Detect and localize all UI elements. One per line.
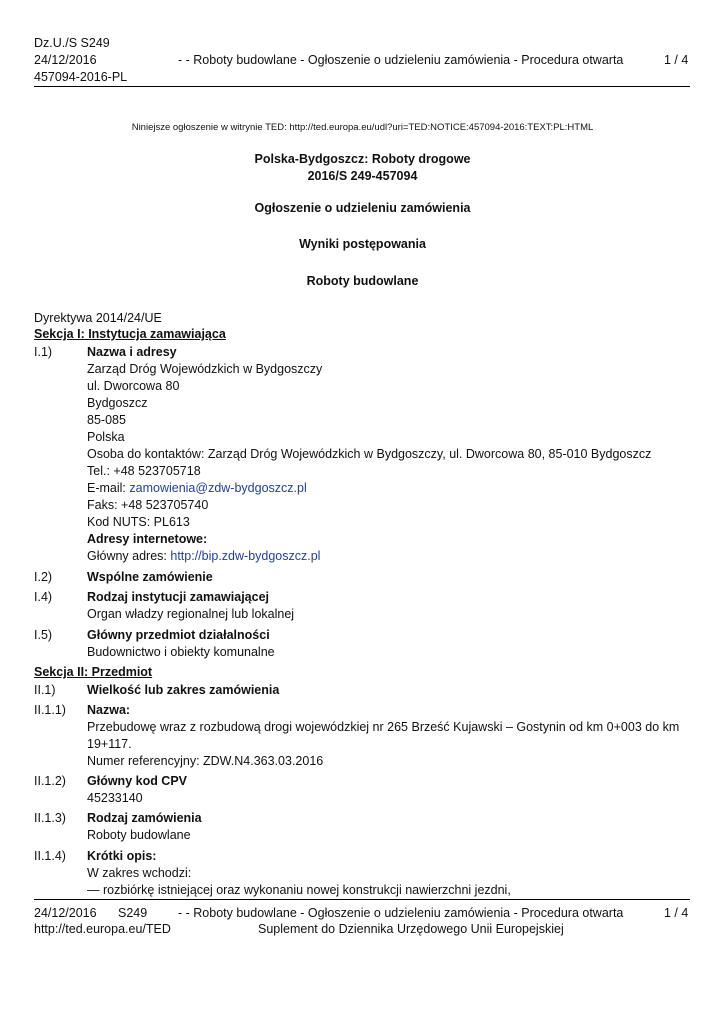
item-number: I.2)	[34, 570, 53, 584]
org-country: Polska	[87, 430, 125, 444]
footer-issue: S249	[118, 906, 148, 920]
org-name: Zarząd Dróg Wojewódzkich w Bydgoszczy	[87, 362, 323, 376]
item-label: Rodzaj zamówienia	[87, 811, 202, 825]
contract-title-line: Przebudowę wraz z rozbudową drogi wojewódzkiej nr 265 Brześć Kujawski – Gostynin od km 0+003 do km	[87, 720, 680, 734]
org-postcode: 85-085	[87, 413, 126, 427]
footer-divider	[34, 899, 690, 900]
contact-person: Osoba do kontaktów: Zarząd Dróg Wojewódzkich w Bydgoszczy, ul. Dworcowa 80, 85-010 Bydgoszcz	[87, 447, 652, 461]
header-title: - - Roboty budowlane - Ogłoszenie o udzieleniu zamówienia - Procedura otwarta	[178, 53, 624, 67]
item-label: Nazwa:	[87, 703, 131, 717]
item-number: II.1.3)	[34, 811, 66, 825]
header-notice-id: 457094-2016-PL	[34, 70, 128, 84]
footer-title: - - Roboty budowlane - Ogłoszenie o udzieleniu zamówienia - Procedura otwarta	[178, 906, 624, 920]
notice-type-heading: Ogłoszenie o udzieleniu zamówienia	[254, 201, 471, 215]
header-date: 24/12/2016	[34, 53, 97, 67]
contract-title-line: 19+117.	[87, 737, 132, 751]
item-number: I.5)	[34, 628, 53, 642]
directive-label: Dyrektywa 2014/24/UE	[34, 311, 162, 325]
internet-addresses-label: Adresy internetowe:	[87, 532, 208, 546]
cpv-code: 45233140	[87, 791, 143, 805]
header-page-number: 1 / 4	[664, 53, 689, 67]
item-label: Nazwa i adresy	[87, 345, 177, 359]
works-heading: Roboty budowlane	[306, 274, 419, 288]
footer-supplement: Suplement do Dziennika Urzędowego Unii Europejskiej	[258, 922, 564, 936]
item-label: Wielkość lub zakres zamówienia	[87, 683, 280, 697]
email-label: E-mail:	[87, 481, 130, 495]
main-address-row	[87, 549, 320, 563]
notice-reference: 2016/S 249-457094	[307, 169, 418, 183]
item-label: Wspólne zamówienie	[87, 570, 213, 584]
item-number: II.1.4)	[34, 849, 66, 863]
org-city: Bydgoszcz	[87, 396, 148, 410]
org-street: ul. Dworcowa 80	[87, 379, 180, 393]
item-label: Główny kod CPV	[87, 774, 188, 788]
item-label: Główny przedmiot działalności	[87, 628, 270, 642]
item-number: II.1)	[34, 683, 56, 697]
notice-place-title: Polska-Bydgoszcz: Roboty drogowe	[254, 152, 471, 166]
header-ojs-ref: Dz.U./S S249	[34, 36, 110, 50]
item-label: Rodzaj instytucji zamawiającej	[87, 590, 270, 604]
ted-notice-link[interactable]: Niniejsze ogłoszenie w witrynie TED: http://ted.europa.eu/udl?uri=TED:NOTICE:457094-2016:TEXT:PL:HTML	[131, 122, 594, 133]
section-2-heading: Sekcja II: Przedmiot	[34, 665, 153, 679]
item-value: Organ władzy regionalnej lub lokalnej	[87, 607, 295, 621]
item-number: I.4)	[34, 590, 53, 604]
reference-number: Numer referencyjny: ZDW.N4.363.03.2016	[87, 754, 324, 768]
item-label: Krótki opis:	[87, 849, 157, 863]
nuts-code: Kod NUTS: PL613	[87, 515, 190, 529]
description-line: — rozbiórkę istniejącej oraz wykonaniu nowej konstrukcji nawierzchni jezdni,	[87, 883, 511, 897]
item-number: I.1)	[34, 345, 53, 359]
main-address-label: Główny adres:	[87, 549, 171, 563]
footer-ted-url[interactable]: http://ted.europa.eu/TED	[34, 922, 171, 936]
footer-page-number: 1 / 4	[664, 906, 689, 920]
footer-date: 24/12/2016	[34, 906, 97, 920]
description-line: W zakres wchodzi:	[87, 866, 192, 880]
contact-fax: Faks: +48 523705740	[87, 498, 209, 512]
item-number: II.1.2)	[34, 774, 66, 788]
main-address-link[interactable]: http://bip.zdw-bydgoszcz.pl	[170, 549, 321, 563]
item-number: II.1.1)	[34, 703, 66, 717]
section-1-heading: Sekcja I: Instytucja zamawiająca	[34, 327, 226, 341]
results-heading: Wyniki postępowania	[299, 237, 426, 251]
contact-email-row	[87, 481, 307, 495]
header-divider	[34, 86, 690, 87]
contract-type: Roboty budowlane	[87, 828, 191, 842]
contact-phone: Tel.: +48 523705718	[87, 464, 201, 478]
item-value: Budownictwo i obiekty komunalne	[87, 645, 275, 659]
email-link[interactable]: zamowienia@zdw-bydgoszcz.pl	[129, 481, 307, 495]
